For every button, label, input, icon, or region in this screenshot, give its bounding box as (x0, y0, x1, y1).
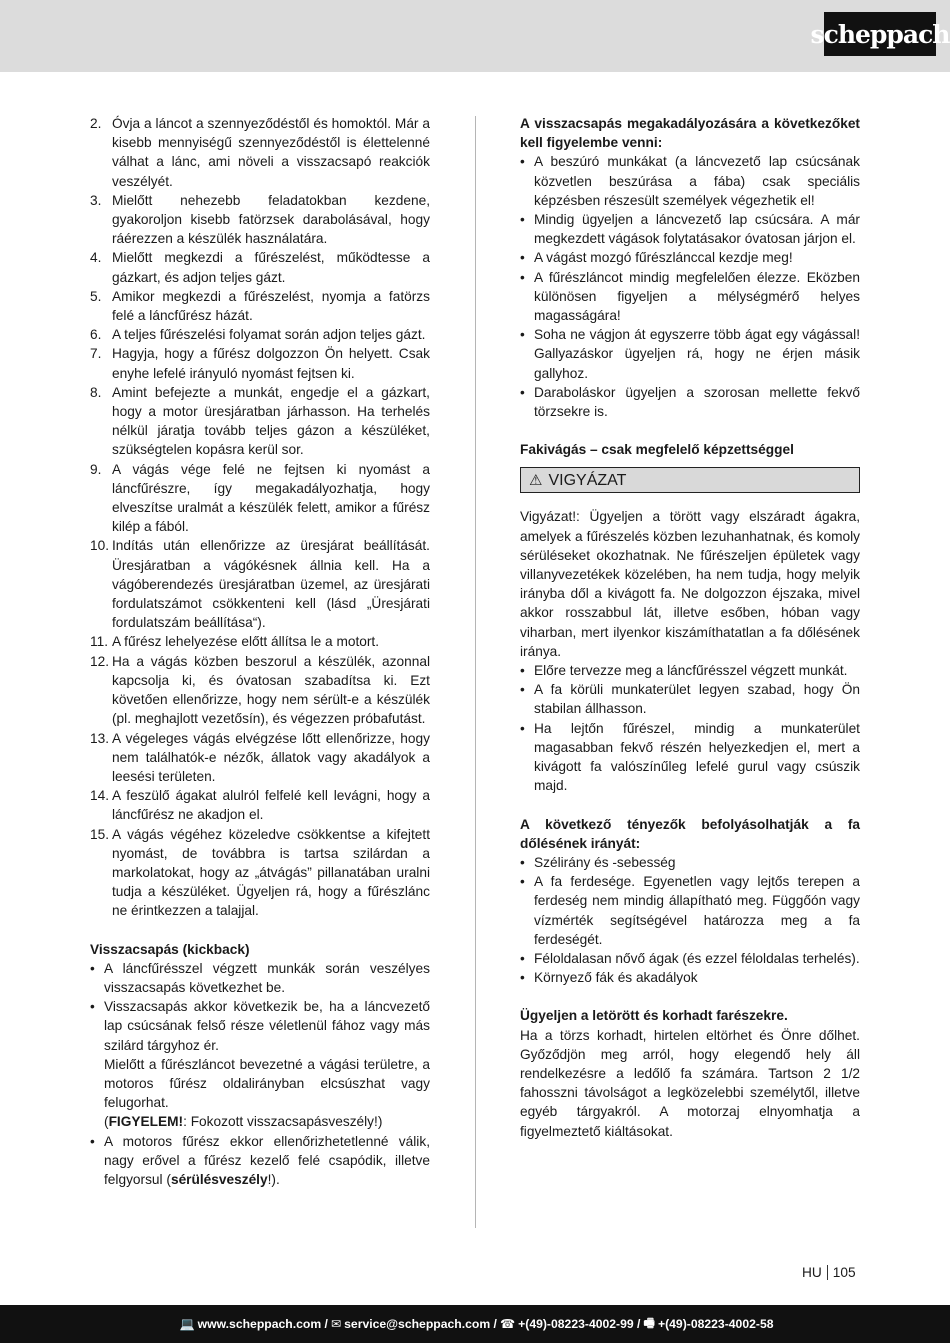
list-item: • A fa körüli munkaterület legyen szabad, hogy Ön stabilan állhasson. (520, 682, 860, 717)
warning-box (520, 467, 860, 493)
list-item: 6. A teljes fűrészelési folyamat során adjon teljes gázt. (90, 327, 426, 343)
list-item: 15. A vágás végéhez közeledve csökkentse a kifejtett nyomást, de továbbra is tartsa szilárdan a markolatokat, hogy az „átvágás” pillanatában uralni tudja a készüléket. Ügyeljen rá, hogy a fűrészlánc ne érintkezzen a talajjal. (90, 826, 430, 919)
list-item: • Szélirány és -sebesség (520, 854, 676, 870)
computer-icon: 💻 (179, 1317, 195, 1331)
list-item: 5. Amikor megkezdi a fűrészelést, nyomja a fatörzs felé a láncfűrész házát. (90, 288, 430, 324)
list-item: • A beszúró munkákat (a láncvezető lap csúcsának közvetlen beszúrása a fába) csak speciális képzésben részesült személyek végezhetik el! (520, 154, 860, 208)
kickback-heading: Visszacsapás (kickback) (90, 941, 250, 957)
list-item: 7. Hagyja, hogy a fűrész dolgozzon Ön helyett. Csak enyhe lefelé irányuló nyomást fejtsen ki. (90, 346, 430, 381)
list-item: 8. Amint befejezte a munkát, engedje el a gázkart, hogy a motor üresjáratban járhasson. Ha terhelés nélkül járatja tovább teljes gázon a készüléket, szükségtelen kopásra kerül sor. (90, 384, 430, 458)
list-item: 12. Ha a vágás közben beszorul a készülék, azonnal kapcsolja ki, és óvatosan szabadítsa ki. Ezt követően ellenőrizze, hogy nem sérült-e a készülék (pl. meghajlott vezetősín), és végezzen próbafutást. (90, 653, 430, 727)
safety-numbered-list (90, 114, 430, 921)
factors-heading: A következő tényezők befolyásolhatják a fa dőlésének irányát: (520, 816, 860, 851)
list-item: • Mindig ügyeljen a láncvezető lap csúcsára. A már megkezdett vágások folytatásakor óvatosan járjon el. (520, 212, 860, 247)
factors-list (520, 853, 860, 987)
list-item: • A láncfűrésszel végzett munkák során veszélyes visszacsapás következhet be. (90, 960, 430, 995)
header-band (0, 0, 950, 72)
page-number (802, 1265, 856, 1280)
page-separator (827, 1265, 828, 1280)
prevent-list (520, 152, 860, 421)
footer-phone: +(49)-08223-4002-99 / (518, 1317, 641, 1331)
mail-icon: ✉ (330, 1317, 342, 1331)
phone-icon: ☎ (499, 1317, 516, 1331)
list-item: 9. A vágás vége felé ne fejtsen ki nyomást a láncfűrészre, így megakadályozhatja, hogy elveszítse uralmát a készülék felett, amikor a fűrész kilép a fából. (90, 461, 430, 535)
list-item: 4. Mielőtt megkezdi a fűrészelést, működtesse a gázkart, és adjon teljes gázt. (90, 250, 430, 285)
fax-icon: 🖷 (643, 1315, 655, 1330)
prevent-heading: A visszacsapás megakadályozására a következőket kell figyelembe venni: (520, 116, 860, 151)
footer-fax: +(49)-08223-4002-58 (657, 1317, 774, 1331)
list-item: 14. A feszülő ágakat alulról felfelé kell levágni, hogy a láncfűrész ne akadjon el. (90, 788, 430, 823)
list-item: 2. Óvja a láncot a szennyeződéstől és homoktól. Már a kisebb mennyiségű szennyeződéstől is élettelenné válhat a lánc, ami növeli a visszacsapó reakciók veszélyét. (90, 116, 430, 189)
rotten-heading: Ügyeljen a letörött és korhadt farészekre. (520, 1008, 788, 1024)
list-item: • A fűrészláncot mindig megfelelően élezze. Eközben különösen figyeljen a mélységmérő helyes magasságára! (520, 269, 860, 324)
rotten-text: Ha a törzs korhadt, hirtelen eltörhet és Önre dőlhet. Győződjön meg arról, hogy elegendő hely áll rendelkezésre a ledőlő fa számára. Tartson 2 1/2 fahosszni távolságot a legközelebbi személytől, illetve egyéb tárgyakról. A motorzaj elnyomhatja a figyelmeztető kiáltásokat. (520, 1027, 860, 1139)
list-item: • Előre tervezze meg a láncfűrésszel végzett munkát. (520, 663, 848, 679)
list-item: 13. A végeleges vágás elvégzése lőtt ellenőrizze, hogy nem találhatók-e nézők, állatok vagy akadályok a leesési területen. (90, 730, 430, 784)
list-item: • A motoros fűrész ekkor ellenőrizhetetlenné válik, nagy erővel a fűrész kezelő felé csapódik, illetve felgyorsul (sérülésveszély!). (90, 1133, 430, 1187)
list-item: • Daraboláskor ügyeljen a szorosan mellette fekvő törzsekre is. (520, 384, 860, 420)
figyelem-label: FIGYELEM! (108, 1114, 184, 1130)
warning-label: VIGYÁZAT (548, 471, 627, 489)
list-item: • A fa ferdesége. Egyenetlen vagy lejtős terepen a ferdeség nem mindig állapítható meg. Függőón vagy vízmérték segítségével határozza meg a fa ferdeségét. (520, 874, 860, 947)
felling-list (520, 661, 860, 795)
footer-contact-bar (0, 1305, 950, 1343)
warning-text: Vigyázat!: Ügyeljen a törött vagy elszáradt ágakra, amelyek a fűrészelés közben lezuhanhatnak, és komoly sérüléseket okozhatnak. Ne fűrészeljen épületek vagy villanyvezetékek közelében, ha nem tudja, hogy melyik irányba dől a kivágott fa. Ne dolgozzon éjszaka, mivel akkor rosszabbul lát, illetve esőben, hóban vagy viharban, mert ilyenkor kiszámíthatatlan a fa dőlésének iránya. (520, 509, 860, 659)
list-item: • Soha ne vágjon át egyszerre több ágat egy vágással! Gallyazáskor ügyeljen rá, hogy ne érjen másik gallyhoz. (520, 327, 860, 381)
list-item: • A vágást mozgó fűrészlánccal kezdje meg! (520, 250, 793, 266)
footer-email[interactable]: service@scheppach.com / (344, 1317, 497, 1331)
left-column (90, 114, 430, 1189)
list-item: 3. Mielőtt nehezebb feladatokban kezdene, gyakoroljon kisebb fatörzsek darabolásával, hogy ráérezzen a készülék használatára. (90, 192, 430, 247)
list-item: • Féloldalasan nővő ágak (és ezzel féloldalas terhelés). (520, 950, 860, 966)
felling-heading: Fakivágás – csak megfelelő képzettséggel (520, 442, 794, 458)
page-number-value: 105 (832, 1265, 856, 1280)
list-item: 10. Indítás után ellenőrizze az üresjárat beállítását. Üresjáratban a vágókésnek állnia kell. Ha a vágóberendezés üresjáratban üzemel, az üresjárati fordulatszámot csökkenteni kell (lásd „Üresjárati fordulatszám beállítása“). (90, 538, 430, 631)
right-column (520, 114, 860, 1141)
language-code: HU (802, 1265, 822, 1280)
kickback-list (90, 959, 430, 1189)
warning-triangle-icon: ⚠ (529, 471, 543, 489)
list-item: • Ha lejtőn fűrészel, mindig a munkaterület magasabban fekvő részén helyezkedjen el, mert a kivágott fa valószínűleg lefelé gurul vagy csúszik majd. (520, 720, 860, 794)
list-item: • Visszacsapás akkor következik be, ha a láncvezető lap csúcsának felső része véletlenül fához vagy más szilárd tárgyhoz ér. Mielőtt a fűrészláncot bevezetné a vágási területre, a motoros fűrész oldalirányban elcsúszhat vagy felugorhat. (FIGYELEM!: Fokozott visszacsapásveszély!) (90, 999, 430, 1130)
column-divider (475, 116, 476, 1228)
list-item: 11. A fűrész lehelyezése előtt állítsa le a motort. (90, 634, 380, 650)
scheppach-logo: scheppach (824, 12, 936, 56)
footer-website[interactable]: www.scheppach.com / (197, 1317, 328, 1331)
list-item: • Környező fák és akadályok (520, 970, 698, 986)
